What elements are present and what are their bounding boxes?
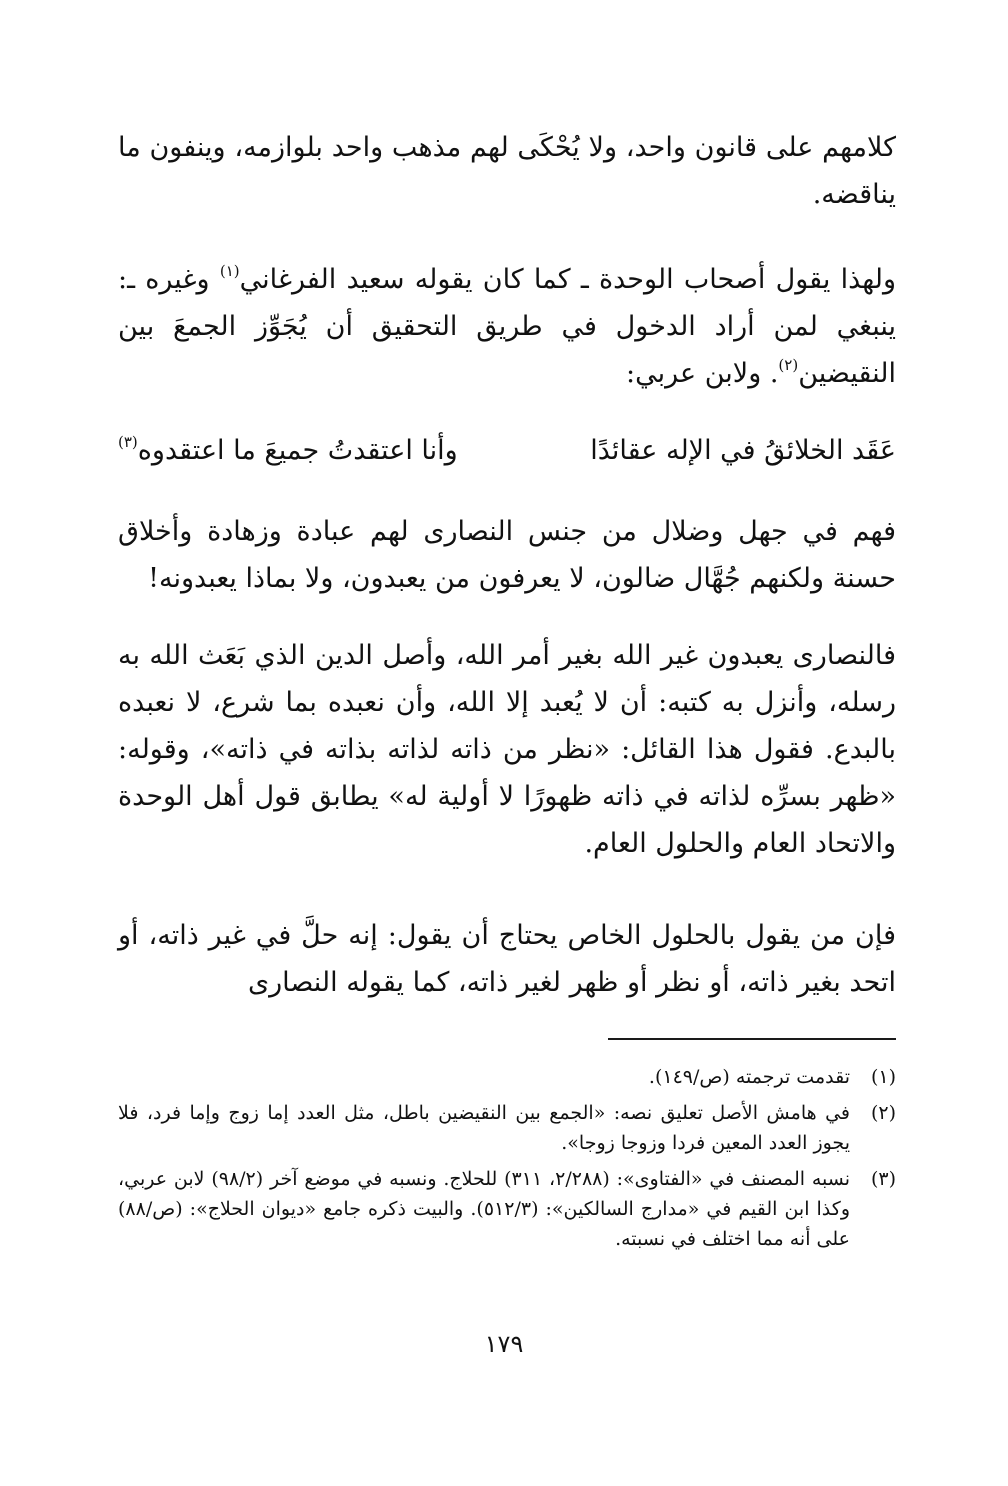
footnote-2-number: (٢)	[870, 1102, 896, 1124]
paragraph-3-text: فهم في جهل وضلال من جنس النصارى لهم عبادة وزهادة وأخلاق حسنة ولكنهم جُهَّال ضالون، لا يعرفون من يعبدون، ولا بماذا يعبدونه!	[118, 516, 896, 594]
footnote-ref-1: (١)	[219, 262, 240, 280]
verse-first-hemistich	[590, 427, 896, 474]
footnotes	[118, 1062, 896, 1260]
footnote-ref-3: (٣)	[118, 433, 138, 451]
footnote-3	[118, 1164, 896, 1254]
paragraph-1-text: كلامهم على قانون واحد، ولا يُحْكَى لهم مذهب واحد بلوازمه، وينفون ما يناقضه.	[118, 132, 896, 210]
paragraph-4-text: فالنصارى يعبدون غير الله بغير أمر الله، وأصل الدين الذي بَعَث الله به رسله، وأنزل به كتبه: أن لا يُعبد إلا الله، وأن نعبده بما شرع، لا نعبده بالبدع. فقول هذا القائل: «نظر من ذاته لذاته بذاته في ذاته»، وقوله: «ظهر بسرِّه لذاته في ذاته ظهورًا لا أولية له» يطابق قول أهل الوحدة والاتحاد العام والحلول العام.	[118, 640, 896, 859]
verse-first-hemistich-text: عَقَد الخلائقُ في الإله عقائدًا	[590, 435, 896, 466]
verse-second-hemistich-text: وأنا اعتقدتُ جميعَ ما اعتقدوه	[137, 435, 458, 466]
paragraph-2-text-b: وغيره ـ: ينبغي لمن أراد الدخول في طريق التحقيق أن يُجَوِّز الجمعَ بين النقيضين	[118, 264, 897, 389]
paragraph-2-text-c: . ولابن عربي:	[626, 358, 779, 389]
footnote-1-number: (١)	[870, 1066, 896, 1088]
paragraph-5-text: فإن من يقول بالحلول الخاص يحتاج أن يقول: إنه حلَّ في غير ذاته، أو اتحد بغير ذاته، أو نظر أو ظهر لغير ذاته، كما يقوله النصارى	[118, 920, 896, 998]
footnote-1	[118, 1062, 896, 1092]
footnote-3-number: (٣)	[870, 1168, 896, 1190]
footnote-3-text: نسبه المصنف في «الفتاوى»: (٢/٢٨٨، ٣١١) للحلاج. ونسبه في موضع آخر (٩٨/٢) لابن عربي، وكذا ابن القيم في «مدارج السالكين»: (٥١٢/٣). والبيت ذكره جامع «ديوان الحلاج»: (ص/٨٨) على أنه مما اختلف في نسبته.	[118, 1168, 851, 1250]
footnote-2-text: في هامش الأصل تعليق نصه: «الجمع بين النقيضين باطل، مثل العدد إما زوج وإما فرد، فلا يجوز العدد المعين فردا وزوجا زوجا».	[118, 1102, 850, 1154]
footnote-2	[118, 1098, 896, 1158]
footnote-ref-2: (٢)	[778, 356, 799, 374]
paragraph-1	[118, 124, 896, 218]
footnote-separator	[608, 1038, 896, 1040]
paragraph-2-text-a: ولهذا يقول أصحاب الوحدة ـ كما كان يقوله سعيد الفرغاني	[239, 264, 896, 295]
poetry-verse	[118, 427, 896, 477]
paragraph-5	[118, 912, 896, 1006]
paragraph-3	[118, 508, 896, 602]
page-number: ١٧٩	[484, 1330, 524, 1358]
footnote-1-text: تقدمت ترجمته (ص/١٤٩).	[648, 1066, 850, 1088]
paragraph-2	[118, 256, 896, 397]
verse-second-hemistich	[118, 427, 458, 474]
paragraph-4	[118, 632, 896, 867]
